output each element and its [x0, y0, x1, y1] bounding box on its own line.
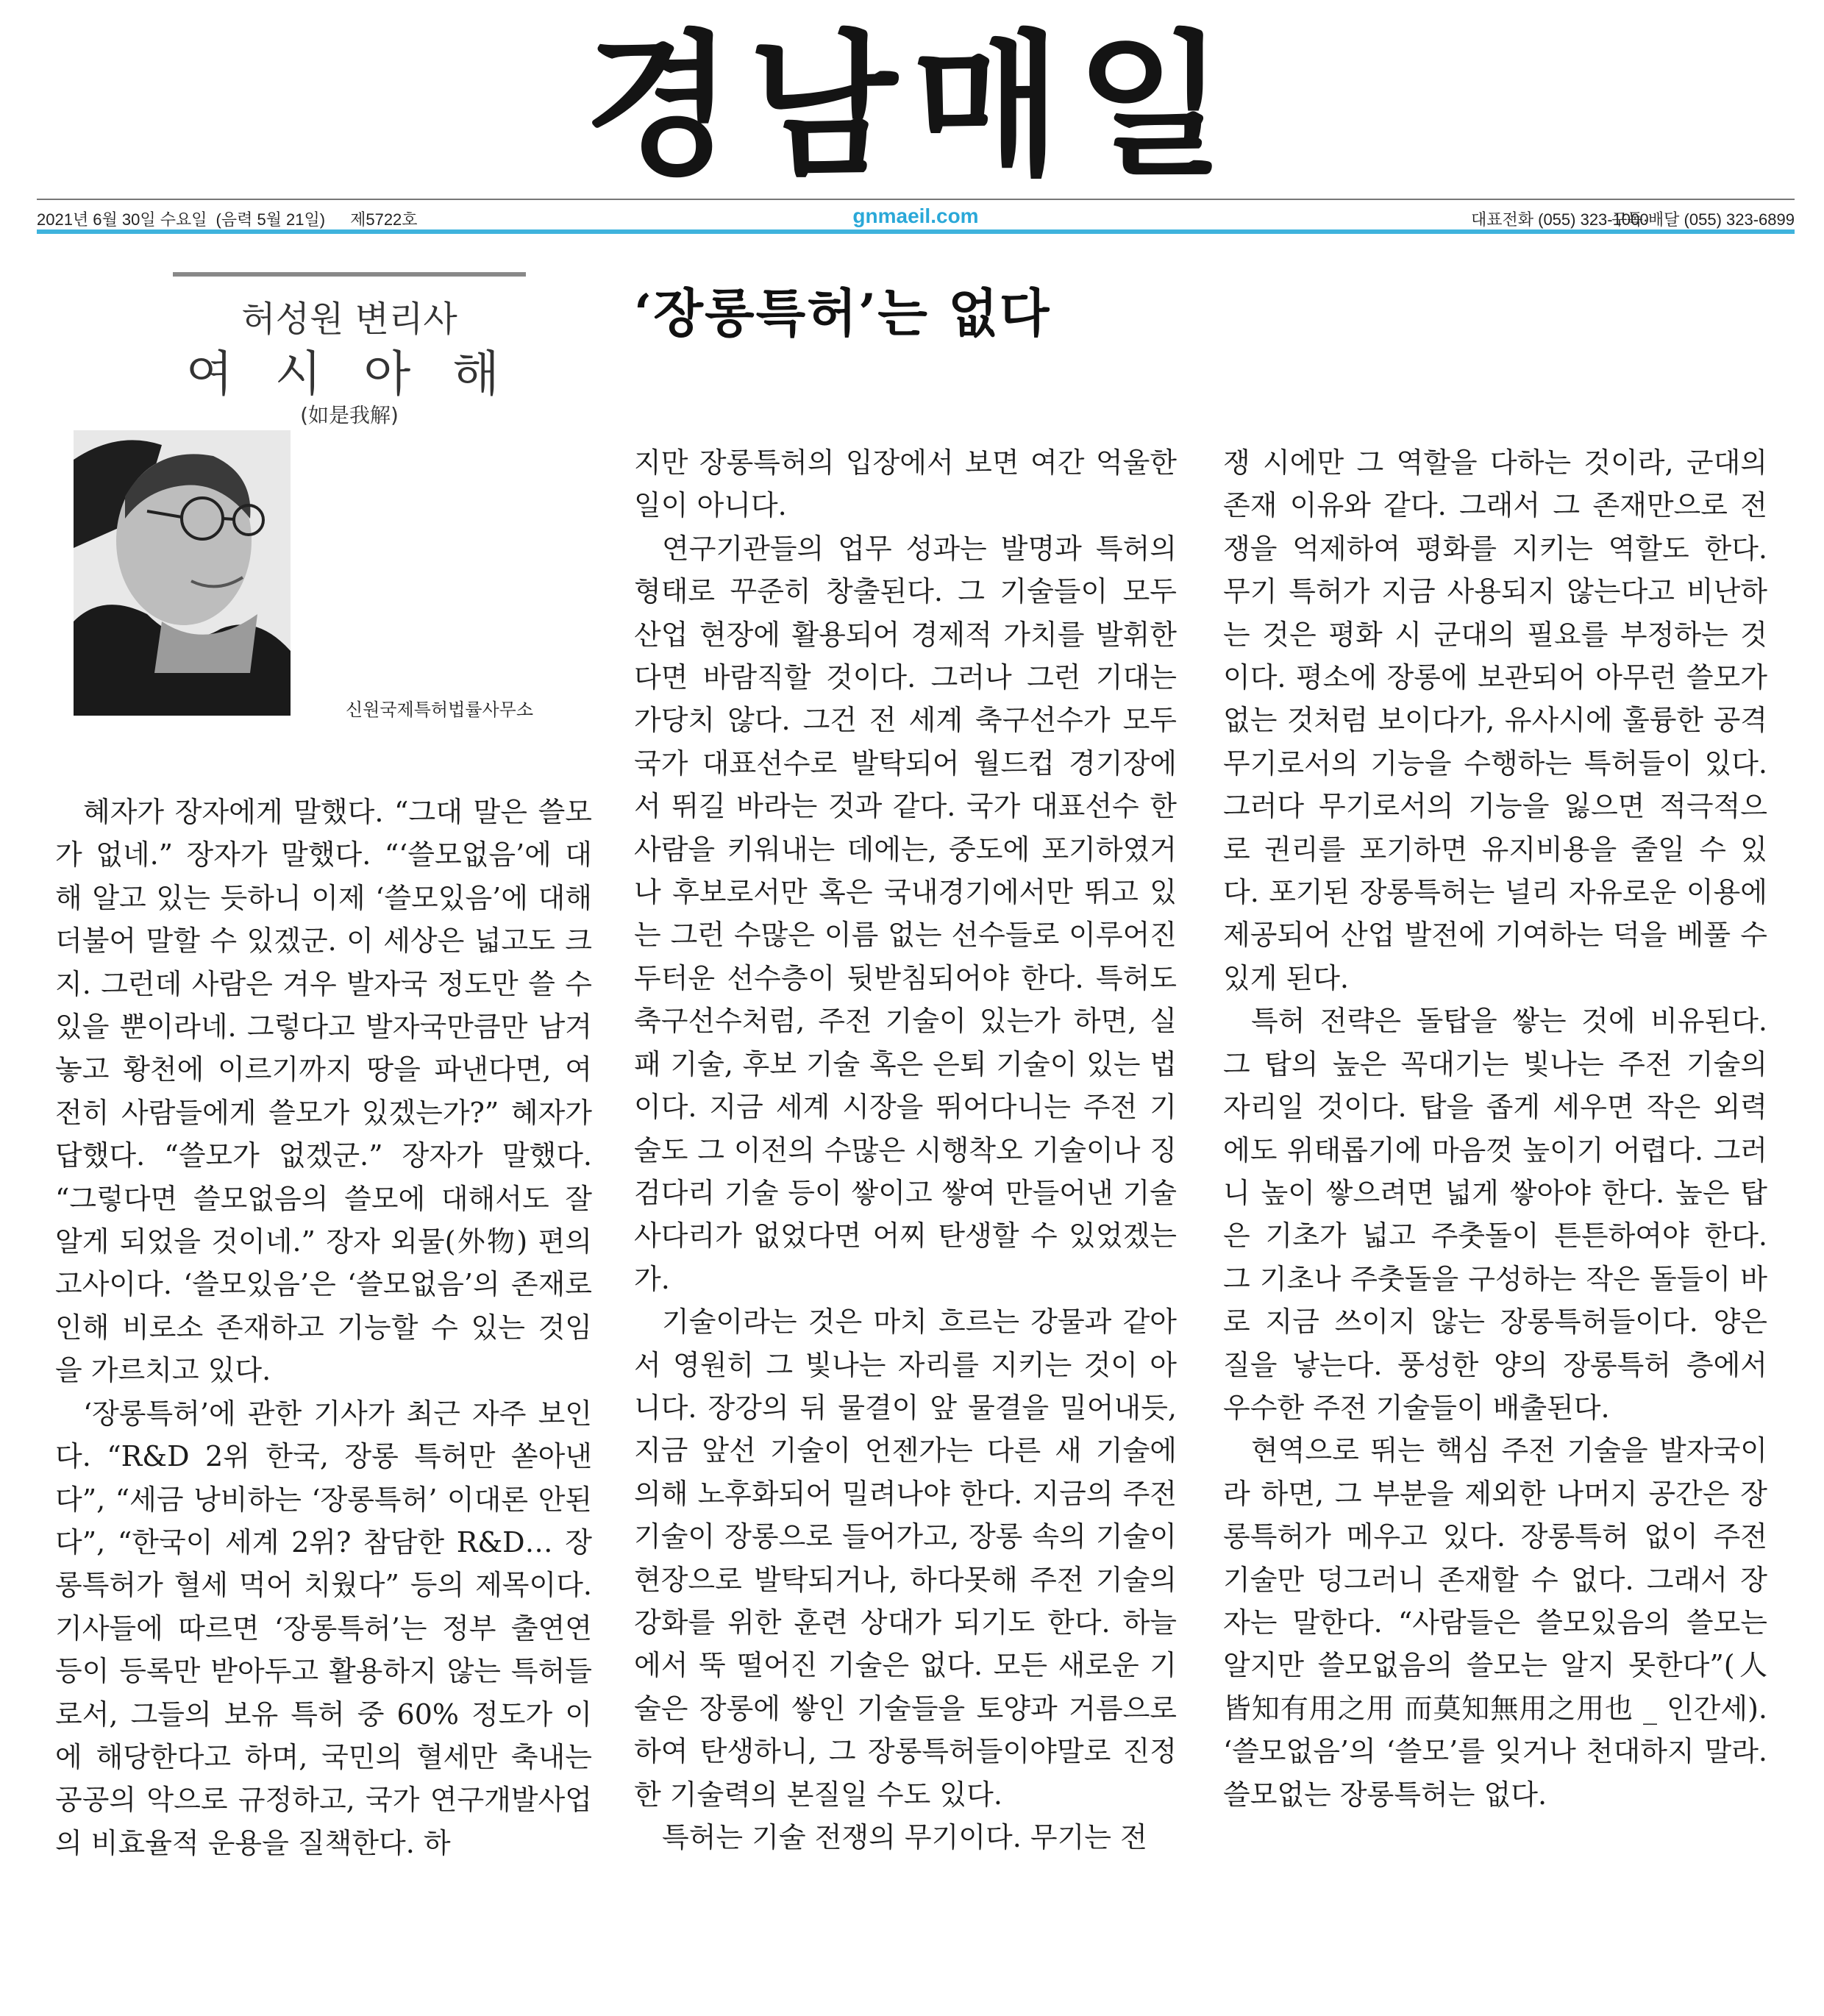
issue-number: 제5722호 [350, 210, 418, 229]
paragraph: 현역으로 뛰는 핵심 주전 기술을 발자국이라 하면, 그 부분을 제외한 나머지 공간은 장롱특허가 메우고 있다. 장롱특허 없이 주전 기술만 덩그러니 존재할 수 없다. 그래서 장자는 말한다. “사람들은 쓸모있음의 쓸모는 알지만 쓸모없음의 쓸모는 알지 못한다”(人皆知有用之用 而莫知無用之用也 _ 인간세). ‘쓸모없음’의 ‘쓸모’를 잊거나 천대하지 말라. 쓸모없는 장롱특허는 없다. [1223, 1434, 1767, 1811]
website-link[interactable]: gnmaeil.com [852, 204, 979, 227]
subscription-phone: 구독·배달 (055) 323-6899 [1611, 210, 1795, 229]
paragraph: 특허 전략은 돌탑을 쌓는 것에 비유된다. 그 탑의 높은 꼭대기는 빛나는 주전 기술의 자리일 것이다. 탑을 좁게 세우면 작은 외력에도 위태롭기에 마음껏 높이기 어렵다. 그러니 높이 쌓으려면 넓게 쌓아야 한다. 높은 탑은 기초가 넓고 주춧돌이 튼튼하여야 한다. 그 기초나 주춧돌을 구성하는 작은 돌들이 바로 지금 쓰이지 않는 장롱특허들이다. 양은 질을 낳는다. 풍성한 양의 장롱특허 층에서 우수한 주전 기술들이 배출된다. [1223, 1005, 1767, 1424]
author-affiliation: 신원국제특허법률사무소 [346, 699, 534, 720]
author-photo [74, 430, 291, 716]
author-portrait [74, 430, 291, 716]
dateline-bar [37, 199, 1795, 231]
column-title: 여 시 아 해 [186, 346, 513, 402]
article-headline: ‘장롱특허’는 없다 [634, 282, 1051, 343]
paragraph: ‘장롱특허’에 관한 기사가 최근 자주 보인다. “R&D 2위 한국, 장롱 특허만 쏟아낸다”, “세금 낭비하는 ‘장롱특허’ 이대론 안된다”, “한국이 세계 2위? 참담한 R&D… 장롱특허가 혈세 먹어 치웠다” 등의 제목이다. 기사들에 따르면 ‘장롱특허’는 정부 출연연 등이 등록만 받아두고 활용하지 않는 특허들로서, 그들의 보유 특허 중 60% 정도가 이에 해당한다고 하며, 국민의 혈세만 축내는 공공의 악으로 규정하고, 국가 연구개발사업의 비효율적 운용을 질책한다. 하 [55, 1397, 592, 1859]
paragraph: 연구기관들의 업무 성과는 발명과 특허의 형태로 꾸준히 창출된다. 그 기술들이 모두 산업 현장에 활용되어 경제적 가치를 발휘한다면 바람직할 것이다. 그러나 그런 기대는 가당치 않다. 그건 전 세계 축구선수가 모두 국가 대표선수로 발탁되어 월드컵 경기장에서 뛰길 바라는 것과 같다. 국가 대표선수 한 사람을 키워내는 데에는, 중도에 포기하였거나 후보로서만 혹은 국내경기에서만 뛰고 있는 그런 수많은 이름 없는 선수들로 이루어진 두터운 선수층이 뒷받침되어야 한다. 특허도 축구선수처럼, 주전 기술이 있는가 하면, 실패 기술, 후보 기술 혹은 은퇴 기술이 있는 법이다. 지금 세계 시장을 뛰어다니는 주전 기술도 그 이전의 수많은 시행착오 기술이나 징검다리 기술 등이 쌓이고 쌓여 만들어낸 기술 사다리가 없었다면 어찌 탄생할 수 있었겠는가. [634, 532, 1177, 1295]
lunar-date: (음력 5월 21일) [215, 210, 326, 229]
article-column-3 [1223, 441, 1767, 1816]
author-name: 허성원 변리사 [241, 299, 457, 340]
article-column-2 [634, 441, 1177, 1859]
paragraph: 쟁 시에만 그 역할을 다하는 것이라, 군대의 존재 이유와 같다. 그래서 그 존재만으로 전쟁을 억제하여 평화를 지키는 역할도 한다. 무기 특허가 지금 사용되지 않는다고 비난하는 것은 평화 시 군대의 필요를 부정하는 것이다. 평소에 장롱에 보관되어 아무런 쓸모가 없는 것처럼 보이다가, 유사시에 훌륭한 공격 무기로서의 기능을 수행하는 특허들이 있다. 그러다 무기로서의 기능을 잃으면 적극적으로 권리를 포기하면 유지비용을 줄일 수 있다. 포기된 장롱특허는 널리 자유로운 이용에 제공되어 산업 발전에 기여하는 덕을 베풀 수 있게 된다. [1223, 446, 1767, 994]
article-column-1 [55, 791, 592, 1864]
paragraph: 지만 장롱특허의 입장에서 보면 여간 억울한 일이 아니다. [634, 446, 1177, 522]
paragraph: 특허는 기술 전쟁의 무기이다. 무기는 전 [662, 1821, 1147, 1853]
dateline-accent-rule [37, 229, 1795, 234]
paragraph: 혜자가 장자에게 말했다. “그대 말은 쓸모가 없네.” 장자가 말했다. “‘쓸모없음’에 대해 알고 있는 듯하니 이제 ‘쓸모있음’에 대해 더불어 말할 수 있겠군. 이 세상은 넓고도 크지. 그런데 사람은 겨우 발자국 정도만 쓸 수 있을 뿐이라네. 그렇다고 발자국만큼만 남겨놓고 황천에 이르기까지 땅을 파낸다면, 여전히 사람들에게 쓸모가 있겠는가?” 혜자가 답했다. “쓸모가 없겠군.” 장자가 말했다. “그렇다면 쓸모없음의 쓸모에 대해서도 잘 알게 되었을 것이네.” 장자 외물(外物) 편의 고사이다. ‘쓸모있음’은 ‘쓸모없음’의 존재로 인해 비로소 존재하고 기능할 수 있는 것임을 가르치고 있다. [55, 796, 592, 1387]
main-phone: 대표전화 (055) 323-1000 [1471, 210, 1649, 229]
dateline-top-rule [37, 199, 1795, 200]
newspaper-masthead: 경남매일 [584, 16, 1240, 196]
issue-date: 2021년 6월 30일 수요일 [37, 210, 207, 229]
paragraph: 기술이라는 것은 마치 흐르는 강물과 같아서 영원히 그 빛나는 자리를 지키는 것이 아니다. 장강의 뒤 물결이 앞 물결을 밀어내듯, 지금 앞선 기술이 언젠가는 다른 새 기술에 의해 노후화되어 밀려나야 한다. 지금의 주전 기술이 장롱으로 들어가고, 장롱 속의 기술이 현장으로 발탁되거나, 하다못해 주전 기술의 강화를 위한 훈련 상대가 되기도 한다. 하늘에서 뚝 떨어진 기술은 없다. 모든 새로운 기술은 장롱에 쌓인 기술들을 토양과 거름으로 하여 탄생하니, 그 장롱특허들이야말로 진정한 기술력의 본질일 수도 있다. [634, 1306, 1177, 1811]
byline-rule [173, 272, 526, 277]
column-title-hanja: (如是我解) [300, 403, 399, 427]
